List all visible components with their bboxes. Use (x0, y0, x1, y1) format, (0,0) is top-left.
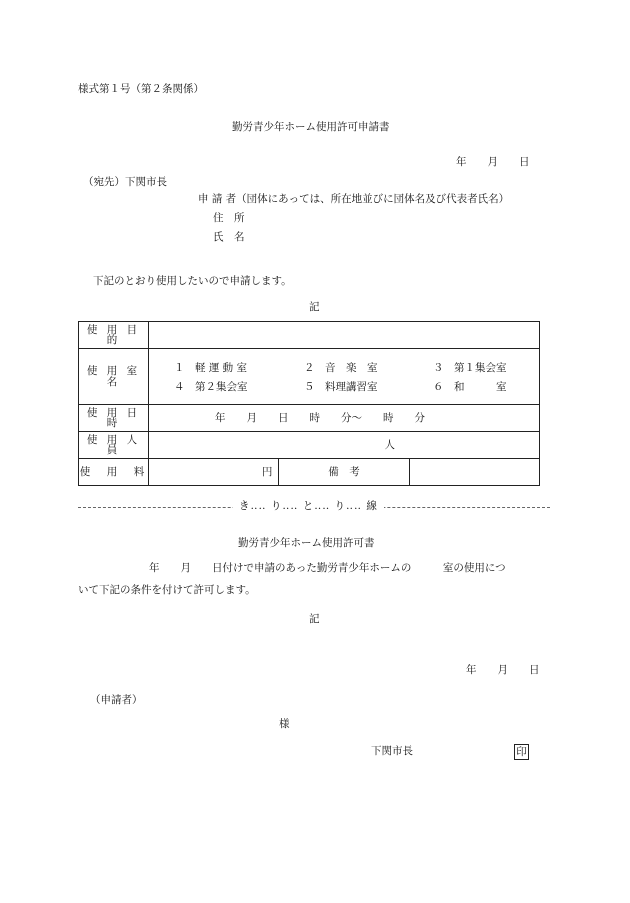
application-table (78, 321, 540, 486)
mayor-title: 下関市長 (371, 745, 413, 757)
datetime-label: 使 用 日 時 (79, 405, 149, 432)
people-field[interactable]: 人 (149, 432, 540, 459)
purpose-field[interactable] (149, 322, 540, 349)
honorific-sama: 様 (279, 718, 290, 730)
purpose-label: 使 用 目 的 (79, 322, 149, 349)
room-options (149, 349, 540, 405)
people-row (79, 432, 540, 459)
room-label: 使 用 室 名 (79, 349, 149, 405)
remarks-label: 備 考 (279, 459, 409, 486)
remarks-field[interactable] (409, 459, 539, 486)
ki-heading: 記 (309, 301, 320, 313)
fee-field[interactable]: 円 (149, 459, 279, 486)
datetime-field[interactable]: 年 月 日 時 分～ 時 分 (149, 405, 540, 432)
room-option[interactable]: １ 軽 運 動 室 (174, 362, 248, 374)
purpose-row (79, 322, 540, 349)
intro-text: 下記のとおり使用したいので申請します。 (93, 275, 292, 287)
permit-date: 年 月 日 (466, 664, 540, 676)
applicant-name-label: 氏 名 (213, 231, 245, 243)
fee-row (79, 459, 540, 486)
people-label: 使 用 人 員 (79, 432, 149, 459)
permit-body-line2: いて下記の条件を付けて許可します。 (78, 584, 256, 596)
permit-body-line1: 年 月 日付けで申請のあった勤労青少年ホームの 室の使用につ (149, 562, 506, 574)
room-option[interactable]: ５ 料理講習室 (304, 381, 378, 393)
room-option[interactable]: ３ 第１集会室 (433, 362, 507, 374)
permit-title: 勤労青少年ホーム使用許可書 (238, 537, 375, 549)
applicant-label: 申 請 者（団体にあっては、所在地並びに団体名及び代表者氏名） (198, 193, 510, 205)
room-option[interactable]: ２ 音 楽 室 (304, 362, 378, 374)
addressee: （宛先）下関市長 (83, 176, 167, 188)
room-option[interactable]: ６ 和 室 (433, 381, 507, 393)
cut-line-label: き‥‥ り‥‥ と‥‥ り‥‥ 線 (233, 501, 384, 512)
permit-ki-heading: 記 (309, 613, 320, 625)
fee-label: 使 用 料 (79, 459, 149, 486)
datetime-row (79, 405, 540, 432)
room-option[interactable]: ４ 第２集会室 (174, 381, 248, 393)
application-date: 年 月 日 (456, 156, 530, 168)
room-row (79, 349, 540, 405)
form-number: 様式第１号（第２条関係） (78, 83, 204, 95)
page-title: 勤労青少年ホーム使用許可申請書 (232, 121, 390, 133)
applicant-address-label: 住 所 (213, 212, 245, 224)
permit-applicant-label: （申請者） (90, 694, 143, 706)
seal-stamp: 印 (514, 744, 529, 760)
